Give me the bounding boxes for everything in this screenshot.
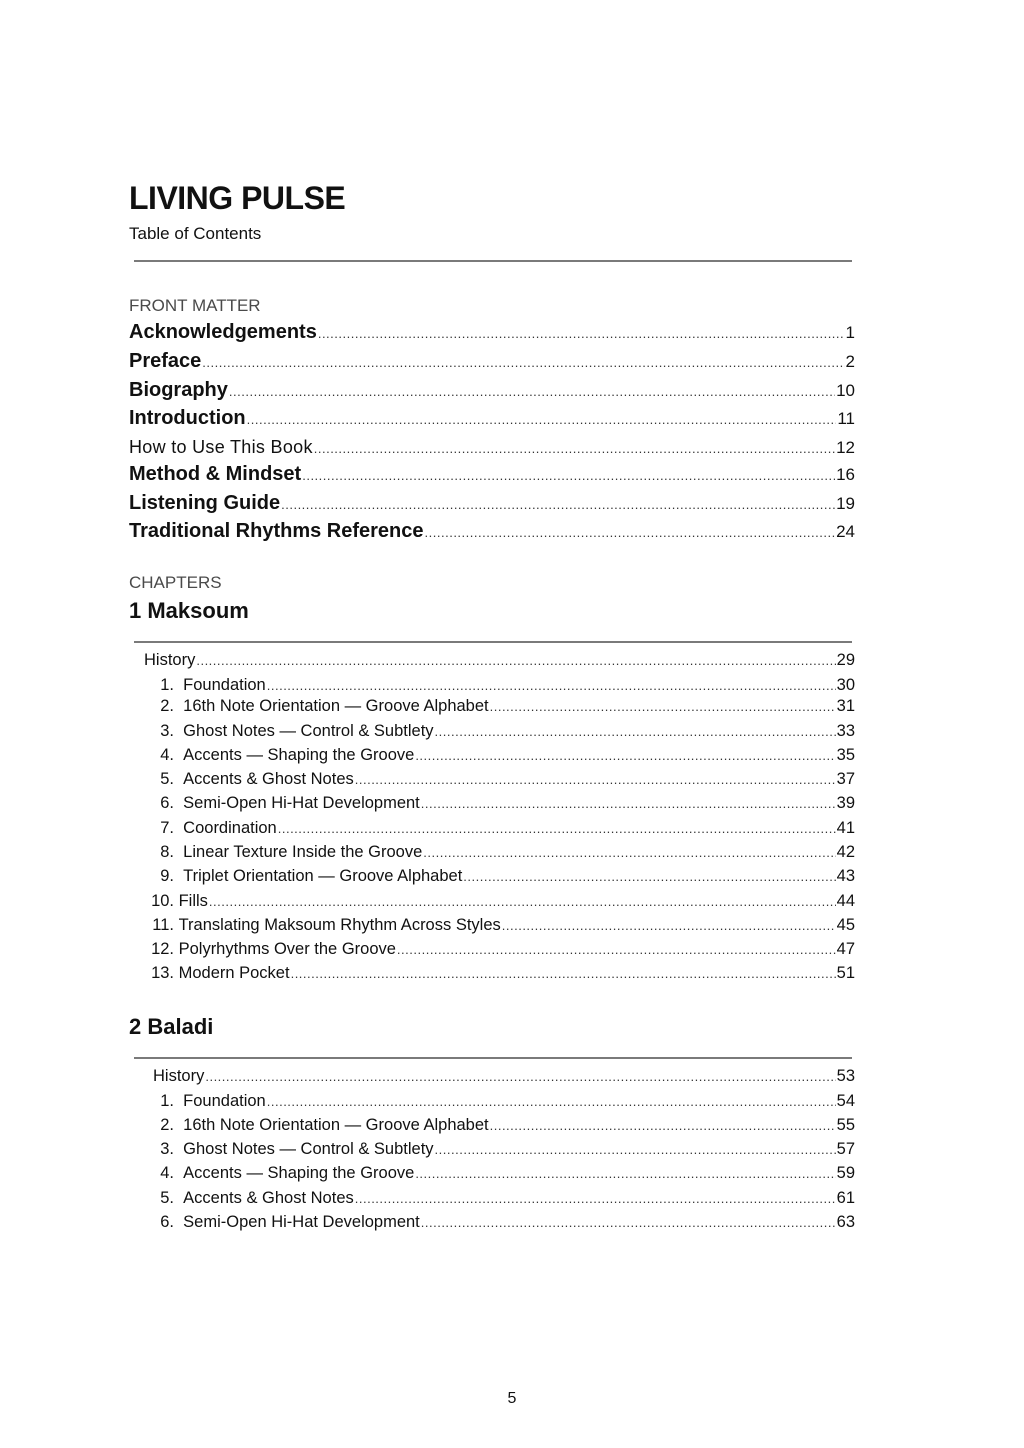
toc-entry-page: 57	[836, 1140, 855, 1158]
toc-entry-label: Ghost Notes — Control & Subtlety	[183, 722, 434, 740]
toc-subtitle: Table of Contents	[129, 224, 262, 243]
toc-item-number: 2.	[160, 1116, 174, 1134]
toc-history[interactable]	[144, 651, 855, 670]
toc-entry-label: Accents & Ghost Notes	[183, 1189, 354, 1207]
toc-entry-page: 30	[836, 676, 855, 694]
toc-entry-page: 16	[836, 465, 855, 484]
toc-entry-page: 53	[836, 1067, 855, 1085]
toc-entry-label: Listening Guide	[129, 492, 281, 514]
toc-entry-method-mindset[interactable]	[129, 463, 855, 486]
toc-entry-label: Acknowledgements	[129, 321, 317, 343]
toc-entry-label: How to Use This Book	[129, 437, 313, 457]
toc-entry-page: 39	[836, 794, 855, 812]
chapter-divider	[134, 641, 852, 643]
toc-entry-page: 43	[836, 867, 855, 885]
toc-entry-label: Introduction	[129, 407, 246, 429]
toc-entry-label: Method & Mindset	[129, 463, 302, 485]
toc-entry-label: Triplet Orientation — Groove Alphabet	[183, 867, 463, 885]
toc-item-number: 8.	[160, 843, 174, 861]
toc-entry-label: History	[153, 1067, 205, 1085]
toc-entry-page: 54	[836, 1092, 855, 1110]
toc-entry-listening-guide[interactable]	[129, 492, 855, 515]
toc-entry-acknowledgements[interactable]	[129, 321, 855, 344]
chapters-label: CHAPTERS	[129, 573, 222, 592]
toc-entry-page: 33	[836, 722, 855, 740]
toc-history[interactable]	[153, 1067, 855, 1086]
chapter-divider	[134, 1057, 852, 1059]
toc-entry-page: 12	[836, 438, 855, 457]
toc-item[interactable]	[144, 916, 855, 935]
toc-entry-label: Semi-Open Hi-Hat Development	[183, 794, 420, 812]
toc-entry-page: 24	[836, 522, 855, 541]
book-title: LIVING PULSE	[129, 180, 346, 216]
toc-item[interactable]	[144, 892, 855, 911]
toc-entry-label: 16th Note Orientation — Groove Alphabet	[183, 1116, 489, 1134]
toc-item[interactable]	[144, 1213, 855, 1232]
toc-item-number: 13.	[151, 964, 174, 982]
toc-item[interactable]	[144, 1116, 855, 1135]
page-number: 5	[507, 1390, 517, 1407]
toc-entry-label: Modern Pocket	[178, 964, 290, 982]
toc-entry-how-to-use[interactable]	[129, 437, 855, 458]
toc-entry-label: 16th Note Orientation — Groove Alphabet	[183, 697, 489, 715]
toc-entry-label: Accents & Ghost Notes	[183, 770, 354, 788]
toc-item-number: 6.	[160, 1213, 174, 1231]
toc-entry-label: Accents — Shaping the Groove	[183, 746, 415, 764]
toc-entry-page: 63	[836, 1213, 855, 1231]
toc-item-number: 9.	[160, 867, 174, 885]
toc-entry-biography[interactable]	[129, 379, 855, 402]
toc-entry-page: 2	[845, 352, 855, 371]
toc-entry-page: 29	[836, 651, 855, 669]
toc-item[interactable]	[144, 676, 855, 695]
toc-item-number: 3.	[160, 722, 174, 740]
header-divider	[134, 260, 852, 262]
toc-entry-page: 31	[836, 697, 855, 715]
toc-entry-label: Fills	[178, 892, 208, 910]
toc-item[interactable]	[144, 770, 855, 789]
toc-entry-label: Biography	[129, 379, 228, 401]
toc-entry-label: Accents — Shaping the Groove	[183, 1164, 415, 1182]
toc-item[interactable]	[144, 819, 855, 838]
toc-item-number: 4.	[160, 1164, 174, 1182]
toc-entry-label: Foundation	[183, 1092, 266, 1110]
toc-entry-label: Polyrhythms Over the Groove	[178, 940, 396, 958]
toc-entry-page: 51	[836, 964, 855, 982]
toc-item-number: 2.	[160, 697, 174, 715]
toc-entry-page: 42	[836, 843, 855, 861]
toc-entry-label: Foundation	[183, 676, 266, 694]
toc-entry-page: 1	[845, 323, 855, 342]
toc-item-number: 5.	[160, 1189, 174, 1207]
toc-entry-label: Ghost Notes — Control & Subtlety	[183, 1140, 434, 1158]
toc-entry-label: Semi-Open Hi-Hat Development	[183, 1213, 420, 1231]
toc-item-number: 1.	[160, 1092, 174, 1110]
toc-item-number: 11.	[152, 916, 174, 934]
toc-item[interactable]	[144, 746, 855, 765]
toc-item-number: 7.	[160, 819, 174, 837]
toc-item[interactable]	[144, 794, 855, 813]
toc-entry-traditional-rhythms[interactable]	[129, 520, 855, 543]
toc-entry-page: 45	[836, 916, 855, 934]
toc-item-number: 5.	[160, 770, 174, 788]
front-matter-label: FRONT MATTER	[129, 296, 261, 315]
toc-item[interactable]	[144, 1140, 855, 1159]
toc-entry-page: 61	[836, 1189, 855, 1207]
toc-item[interactable]	[144, 940, 855, 959]
toc-item[interactable]	[144, 867, 855, 886]
toc-entry-page: 19	[836, 494, 855, 513]
toc-item-number: 12.	[151, 940, 174, 958]
toc-entry-introduction[interactable]	[129, 407, 855, 430]
toc-entry-page: 59	[836, 1164, 855, 1182]
toc-item[interactable]	[144, 1189, 855, 1208]
toc-item[interactable]	[144, 964, 855, 983]
toc-item[interactable]	[144, 1092, 855, 1111]
toc-item-number: 1.	[160, 676, 174, 694]
toc-entry-page: 37	[836, 770, 855, 788]
toc-entry-label: History	[144, 651, 196, 669]
toc-entry-label: Preface	[129, 350, 202, 372]
toc-entry-label: Traditional Rhythms Reference	[129, 520, 424, 542]
toc-entry-label: Coordination	[183, 819, 277, 837]
chapter-title[interactable]: 1 Maksoum	[129, 598, 249, 623]
toc-entry-page: 10	[836, 381, 855, 400]
toc-item[interactable]	[144, 697, 855, 716]
toc-entry-page: 11	[837, 409, 855, 428]
toc-entry-page: 41	[836, 819, 855, 837]
toc-entry-page: 47	[836, 940, 855, 958]
toc-entry-preface[interactable]	[129, 350, 855, 373]
toc-entry-label: Translating Maksoum Rhythm Across Styles	[178, 916, 501, 934]
toc-item-number: 6.	[160, 794, 174, 812]
toc-item[interactable]	[144, 843, 855, 862]
toc-entry-page: 55	[836, 1116, 855, 1134]
chapter-title[interactable]: 2 Baladi	[129, 1014, 214, 1039]
toc-item-number: 4.	[160, 746, 174, 764]
toc-item[interactable]	[144, 722, 855, 741]
toc-entry-page: 35	[836, 746, 855, 764]
toc-item-number: 10.	[151, 892, 174, 910]
toc-item[interactable]	[144, 1164, 855, 1183]
toc-item-number: 3.	[160, 1140, 174, 1158]
toc-entry-page: 44	[836, 892, 855, 910]
toc-entry-label: Linear Texture Inside the Groove	[183, 843, 423, 861]
